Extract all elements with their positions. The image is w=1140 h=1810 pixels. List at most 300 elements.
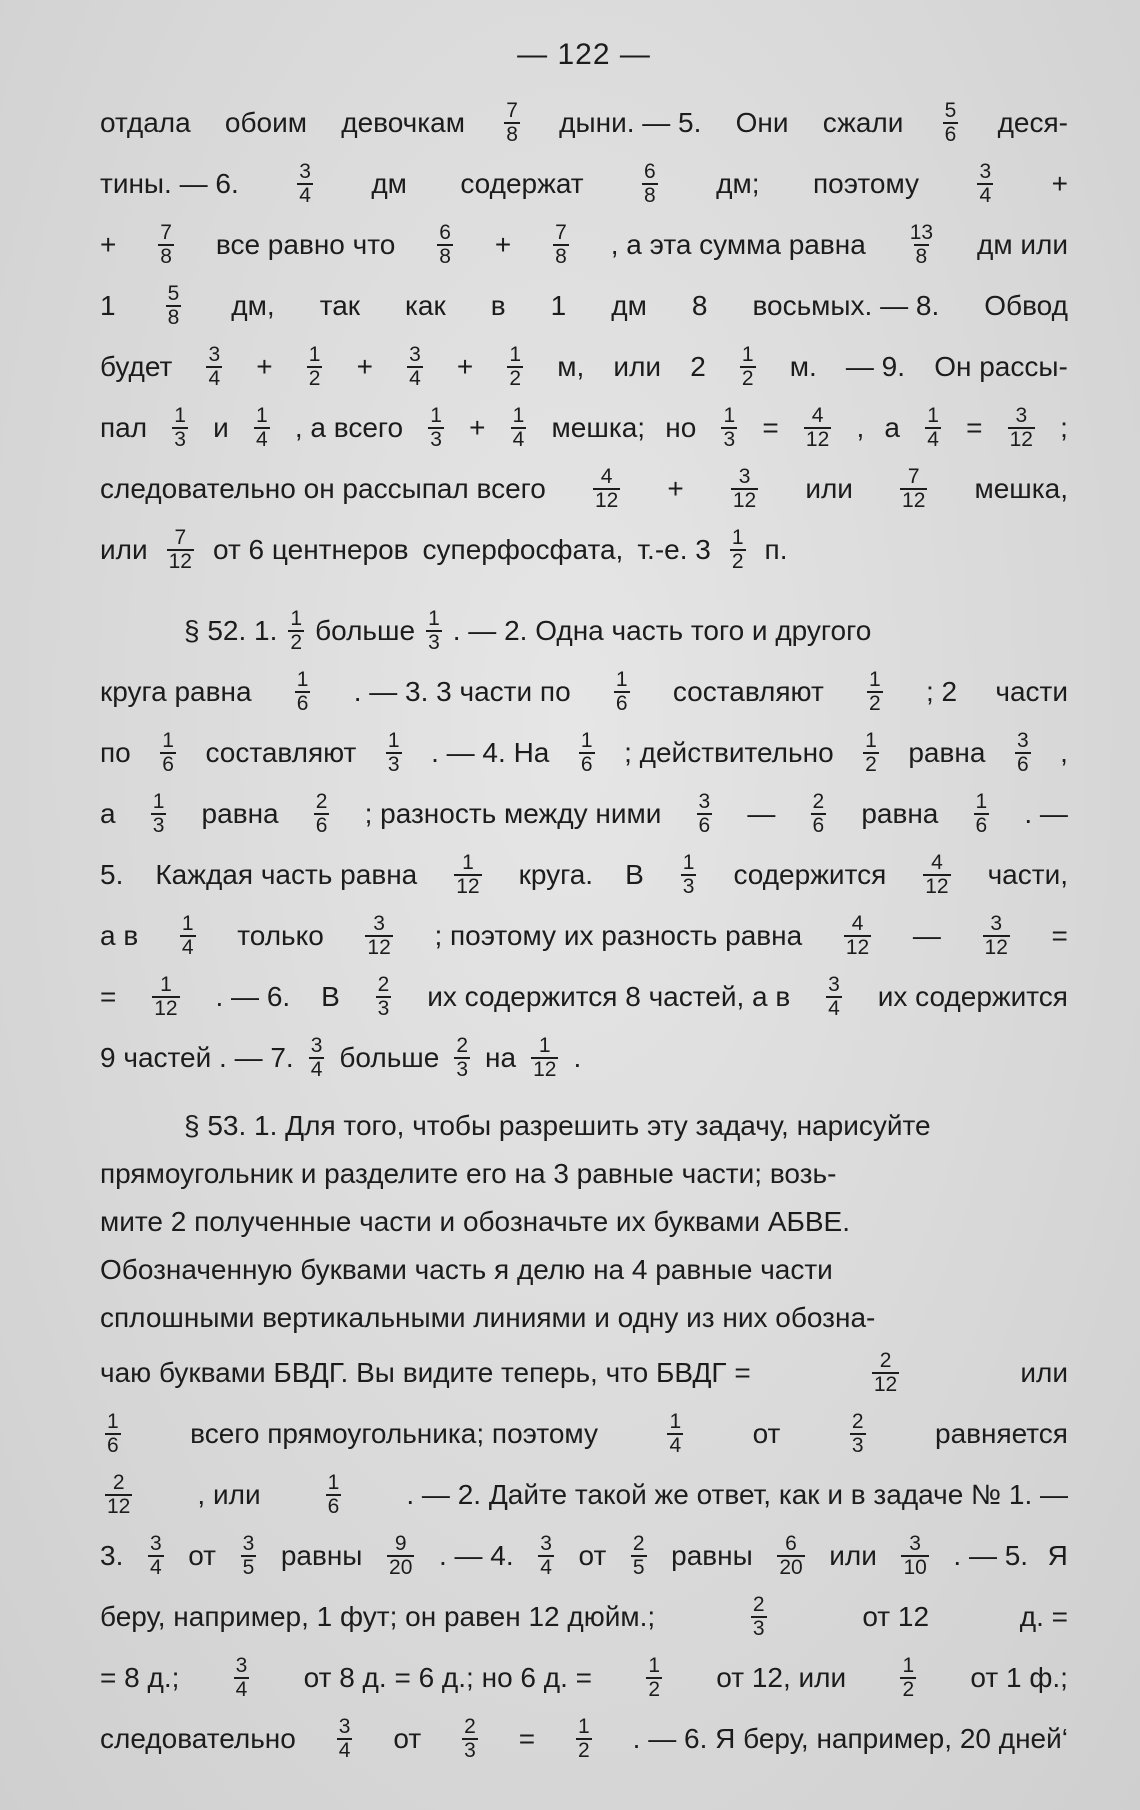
text-segment: беру, например, 1 фут; он равен 12 дюйм.;	[100, 1601, 656, 1632]
fraction	[900, 466, 927, 512]
fraction	[234, 1655, 250, 1701]
text-segment: Он рассы-	[934, 351, 1068, 382]
fraction-denominator: 6	[107, 1433, 119, 1457]
text-segment: Обвод	[984, 290, 1068, 321]
text-segment: +	[469, 412, 486, 443]
fraction-numerator: 7	[174, 525, 187, 549]
fraction	[908, 222, 935, 268]
text-line	[100, 1150, 1068, 1198]
fraction-numerator: 3	[1016, 728, 1029, 752]
fraction	[804, 405, 831, 451]
fraction	[681, 852, 697, 898]
fraction-numerator: 1	[428, 606, 440, 630]
text-segment: или	[1020, 1357, 1068, 1388]
fraction	[314, 791, 330, 837]
fraction	[105, 1472, 132, 1518]
fraction-numerator: 1	[538, 1033, 551, 1057]
fraction-denominator: 12	[902, 488, 926, 512]
fraction-denominator: 3	[851, 1433, 864, 1457]
fraction-denominator: 12	[367, 935, 391, 959]
fraction-denominator: 8	[439, 244, 451, 268]
text-line	[100, 1403, 1068, 1464]
fraction-numerator: 6	[785, 1531, 797, 1555]
fraction-numerator: 1	[430, 403, 442, 427]
fraction-denominator: 2	[509, 366, 522, 390]
text-line	[100, 1525, 1068, 1586]
fraction	[160, 730, 176, 776]
fraction-denominator: 3	[456, 1057, 469, 1081]
fraction-denominator: 2	[731, 549, 744, 573]
fraction-numerator: 1	[648, 1653, 660, 1677]
fraction	[943, 100, 959, 146]
fraction-denominator: 4	[181, 935, 194, 959]
fraction-denominator: 8	[167, 305, 180, 329]
text-segment: от	[188, 1540, 216, 1571]
fraction	[241, 1533, 257, 1579]
fraction-numerator: 2	[464, 1714, 476, 1738]
fraction-numerator: 3	[149, 1531, 162, 1555]
text-line	[100, 905, 1068, 966]
fraction-denominator: 2	[578, 1738, 590, 1762]
fraction-denominator: 3	[752, 1616, 765, 1640]
text-segment: +	[256, 351, 273, 382]
text-segment: мешка,	[974, 473, 1068, 504]
fraction	[531, 1035, 558, 1081]
text-segment: от	[578, 1540, 607, 1571]
fraction	[365, 913, 392, 959]
fraction-numerator: 5	[944, 98, 957, 122]
fraction	[387, 1533, 414, 1579]
text-segment: дм;	[716, 168, 760, 199]
fraction-numerator: 3	[242, 1531, 255, 1555]
fraction-denominator: 20	[389, 1555, 413, 1579]
fraction	[309, 1035, 325, 1081]
text-line	[100, 1294, 1068, 1342]
text-line	[100, 336, 1068, 397]
fraction-numerator: 1	[741, 342, 754, 366]
text-segment: +	[356, 351, 373, 382]
fraction-denominator: 4	[310, 1057, 323, 1081]
fraction-numerator: 13	[909, 220, 934, 244]
text-segment: от	[393, 1723, 422, 1754]
text-segment: следовательно	[100, 1723, 296, 1754]
fraction-numerator: 3	[373, 911, 385, 935]
fraction	[872, 1350, 899, 1396]
fraction-numerator: 1	[682, 850, 695, 874]
text-segment: . — 4.	[438, 1540, 514, 1571]
fraction-numerator: 1	[255, 403, 268, 427]
fraction-numerator: 7	[506, 98, 518, 122]
fraction-denominator: 5	[242, 1555, 255, 1579]
fraction-denominator: 6	[162, 752, 174, 776]
fraction	[974, 791, 990, 837]
fraction	[925, 405, 941, 451]
fraction-numerator: 1	[160, 972, 172, 996]
text-segment: ; разность между ними	[364, 798, 662, 829]
text-line	[100, 661, 1068, 722]
fraction-denominator: 6	[812, 813, 825, 837]
text-segment: содержится	[733, 859, 887, 890]
fraction-denominator: 8	[506, 122, 518, 146]
text-segment: =	[100, 981, 117, 1012]
fraction-denominator: 4	[409, 366, 421, 390]
fraction	[504, 100, 520, 146]
text-segment: их содержится 8 частей, а в	[427, 981, 791, 1012]
fraction	[167, 527, 194, 573]
text-segment: от 12	[862, 1601, 930, 1632]
fraction	[576, 1716, 592, 1762]
text-line	[100, 275, 1068, 336]
text-segment: части	[995, 676, 1068, 707]
fraction	[777, 1533, 804, 1579]
fraction-denominator: 12	[168, 549, 192, 573]
text-segment: как	[405, 290, 446, 321]
fraction	[731, 466, 758, 512]
fraction-numerator: 2	[456, 1033, 469, 1057]
text-segment: +	[100, 229, 117, 260]
fraction	[437, 222, 453, 268]
text-segment: . — 2. Дайте такой же ответ, как и в задаче № 1. —	[406, 1479, 1068, 1510]
fraction	[697, 791, 713, 837]
fraction-numerator: 1	[296, 667, 309, 691]
text-segment: +	[667, 473, 684, 504]
fraction-numerator: 1	[578, 1714, 590, 1738]
fraction	[740, 344, 756, 390]
text-segment: = 8 д.;	[100, 1662, 180, 1693]
fraction-numerator: 2	[112, 1470, 125, 1494]
text-segment: дм	[371, 168, 407, 199]
text-segment: ,	[1060, 737, 1068, 768]
text-segment: в	[490, 290, 506, 321]
fraction	[811, 791, 827, 837]
fraction-denominator: 2	[902, 1677, 915, 1701]
text-line	[100, 519, 1068, 580]
text-segment: части,	[987, 859, 1068, 890]
section-answers-top	[100, 92, 1068, 580]
fraction-numerator: 3	[208, 342, 221, 366]
fraction-numerator: 1	[869, 667, 881, 691]
text-segment: равна	[201, 798, 279, 829]
text-segment: ,	[856, 412, 865, 443]
fraction-numerator: 3	[299, 159, 311, 183]
fraction-numerator: 1	[512, 403, 525, 427]
fraction	[148, 1533, 164, 1579]
section-heading-line	[100, 1102, 1068, 1150]
fraction-numerator: 3	[979, 159, 992, 183]
fraction	[1008, 405, 1035, 451]
text-segment: , а всего	[294, 412, 404, 443]
fraction-denominator: 4	[299, 183, 311, 207]
text-segment: деся-	[997, 107, 1068, 138]
text-line	[100, 153, 1068, 214]
fraction-denominator: 4	[828, 996, 840, 1020]
text-segment: дм или	[976, 229, 1068, 260]
fraction-numerator: 2	[632, 1531, 645, 1555]
text-segment: . —	[1024, 798, 1068, 829]
fraction	[614, 669, 630, 715]
fraction	[376, 974, 392, 1020]
text-segment: всего прямоугольника; поэтому	[190, 1418, 598, 1449]
fraction-numerator: 1	[580, 728, 593, 752]
fraction-denominator: 12	[456, 874, 480, 898]
fraction	[254, 405, 270, 451]
text-segment: больше	[339, 1042, 440, 1073]
text-segment: их содержится	[877, 981, 1068, 1012]
page-number: — 122 —	[517, 38, 651, 71]
text-segment: так	[319, 290, 361, 321]
fraction-numerator: 6	[644, 159, 656, 183]
fraction-denominator: 20	[779, 1555, 803, 1579]
fraction-denominator: 2	[648, 1677, 660, 1701]
fraction-numerator: 4	[931, 850, 943, 874]
text-line	[100, 783, 1068, 844]
fraction	[326, 1472, 342, 1518]
fraction	[579, 730, 595, 776]
fraction-numerator: 3	[338, 1714, 351, 1738]
text-segment: следовательно он рассыпал всего	[100, 473, 546, 504]
text-segment: 1	[100, 290, 116, 321]
text-segment: обоим	[224, 107, 307, 138]
text-segment: Обозначенную буквами часть я делю на 4 равные части	[100, 1254, 833, 1285]
fraction-denominator: 3	[430, 427, 442, 451]
text-segment: круга равна	[100, 676, 252, 707]
fraction	[867, 669, 883, 715]
fraction-denominator: 4	[540, 1555, 552, 1579]
fraction-numerator: 1	[181, 911, 194, 935]
text-segment: по	[100, 737, 131, 768]
text-line	[100, 397, 1068, 458]
fraction-denominator: 6	[698, 813, 711, 837]
fraction	[1015, 730, 1031, 776]
fraction-denominator: 12	[154, 996, 178, 1020]
fraction-denominator: 3	[464, 1738, 476, 1762]
text-segment: чаю буквами БВДГ. Вы видите теперь, что БВДГ =	[100, 1357, 751, 1388]
fraction-numerator: 3	[1015, 403, 1028, 427]
fraction	[593, 466, 620, 512]
fraction-numerator: 3	[310, 1033, 323, 1057]
fraction	[295, 669, 311, 715]
text-segment: равны	[671, 1540, 753, 1571]
fraction	[507, 344, 523, 390]
text-segment: м,	[557, 351, 585, 382]
fraction-denominator: 3	[682, 874, 695, 898]
text-segment: составляют	[205, 737, 357, 768]
fraction-denominator: 4	[512, 427, 525, 451]
fraction	[983, 913, 1010, 959]
fraction-numerator: 3	[235, 1653, 248, 1677]
fraction	[751, 1594, 767, 1640]
text-segment: =	[1051, 920, 1068, 951]
fraction-numerator: 1	[290, 606, 303, 630]
text-segment: т.-е. 3	[637, 534, 711, 565]
text-segment: тины. — 6.	[100, 168, 239, 199]
fraction-denominator: 4	[208, 366, 221, 390]
text-segment: . — 6. Я беру, например, 20 дней‘	[632, 1723, 1068, 1754]
fraction-denominator: 6	[315, 813, 328, 837]
fraction-numerator: 6	[439, 220, 451, 244]
text-segment: +	[494, 229, 512, 260]
fraction	[172, 405, 188, 451]
fraction-denominator: 12	[805, 427, 830, 451]
fraction	[900, 1655, 916, 1701]
text-segment: д. =	[1019, 1601, 1068, 1632]
fraction	[462, 1716, 478, 1762]
fraction-denominator: 10	[903, 1555, 927, 1579]
fraction-numerator: 4	[811, 403, 824, 427]
fraction-denominator: 2	[741, 366, 754, 390]
text-segment: все равно что	[215, 229, 396, 260]
text-segment: +	[456, 351, 474, 382]
fraction	[151, 791, 167, 837]
fraction-numerator: 3	[909, 1531, 921, 1555]
fraction-denominator: 4	[669, 1433, 682, 1457]
text-segment: =	[966, 412, 983, 443]
text-segment: —	[912, 920, 941, 951]
text-segment: м.	[789, 351, 817, 382]
text-segment: .	[573, 1042, 582, 1073]
text-line	[100, 458, 1068, 519]
fraction-numerator: 5	[167, 281, 180, 305]
text-segment: — 9.	[845, 351, 906, 382]
text-segment: дм,	[231, 290, 275, 321]
fraction-denominator: 3	[723, 427, 736, 451]
text-segment: поэтому	[812, 168, 920, 199]
text-segment: В	[625, 859, 644, 890]
fraction-numerator: 1	[927, 403, 939, 427]
text-segment: 5.	[100, 859, 124, 890]
fraction-denominator: 3	[152, 813, 165, 837]
text-segment: от	[752, 1418, 781, 1449]
fraction-numerator: 4	[851, 911, 864, 935]
text-segment: дыни. — 5.	[559, 107, 702, 138]
fraction-numerator: 3	[698, 789, 711, 813]
text-segment: . — 2. Одна часть того и другого	[452, 615, 872, 646]
text-segment: Каждая часть равна	[155, 859, 418, 890]
text-segment: а в	[100, 920, 139, 951]
section-53	[100, 1102, 1068, 1769]
fraction-numerator: 1	[308, 342, 321, 366]
fraction-denominator: 8	[160, 244, 172, 268]
fraction-numerator: 3	[540, 1531, 552, 1555]
fraction-denominator: 4	[255, 427, 268, 451]
text-segment: 3.	[100, 1540, 124, 1571]
fraction	[923, 852, 950, 898]
fraction-numerator: 1	[327, 1470, 340, 1494]
fraction-numerator: 1	[387, 728, 400, 752]
fraction	[901, 1533, 928, 1579]
fraction	[977, 161, 993, 207]
fraction	[511, 405, 527, 451]
text-segment: или	[100, 534, 148, 565]
text-segment: 2	[690, 351, 706, 382]
text-segment: суперфосфата,	[422, 534, 624, 565]
text-segment: равна	[908, 737, 986, 768]
fraction-numerator: 3	[409, 342, 421, 366]
text-segment: . — 6.	[215, 981, 291, 1012]
fraction-denominator: 3	[428, 630, 440, 654]
fraction-denominator: 4	[338, 1738, 351, 1762]
text-segment: Они	[735, 107, 789, 138]
fraction-numerator: 1	[975, 789, 988, 813]
text-line	[100, 722, 1068, 783]
fraction-denominator: 12	[925, 874, 949, 898]
fraction	[337, 1716, 353, 1762]
fraction	[863, 730, 879, 776]
fraction	[667, 1411, 683, 1457]
text-segment: равна	[861, 798, 939, 829]
fraction-numerator: 2	[752, 1592, 765, 1616]
text-segment: прямоугольник и разделите его на 3 равные части; возь-	[100, 1158, 837, 1189]
text-line	[100, 1246, 1068, 1294]
fraction-denominator: 6	[327, 1494, 340, 1518]
fraction	[426, 608, 442, 654]
text-line	[100, 1708, 1068, 1769]
fraction-numerator: 1	[462, 850, 474, 874]
fraction	[297, 161, 313, 207]
text-segment: отдала	[100, 107, 191, 138]
text-segment: на	[485, 1042, 517, 1073]
fraction	[158, 222, 174, 268]
fraction	[631, 1533, 647, 1579]
fraction	[288, 608, 304, 654]
text-segment: девочкам	[341, 107, 465, 138]
fraction-denominator: 3	[174, 427, 186, 451]
text-segment: —	[747, 798, 776, 829]
text-segment: но	[665, 412, 697, 443]
fraction	[407, 344, 423, 390]
fraction-numerator: 2	[812, 789, 825, 813]
fraction-denominator: 4	[927, 427, 939, 451]
text-segment: от 6 центнеров	[212, 534, 409, 565]
text-segment: ; действительно	[624, 737, 834, 768]
fraction-denominator: 12	[533, 1057, 557, 1081]
text-segment: +	[1051, 168, 1068, 199]
text-segment: мешка;	[551, 412, 646, 443]
text-segment: . — 4. На	[431, 737, 550, 768]
fraction-numerator: 1	[669, 1409, 682, 1433]
text-line	[100, 1586, 1068, 1647]
text-segment: мите 2 полученные части и обозначьте их буквами АБВЕ.	[100, 1206, 850, 1237]
fraction	[730, 527, 746, 573]
fraction-denominator: 4	[979, 183, 992, 207]
fraction-denominator: 6	[1016, 752, 1029, 776]
fraction-numerator: 1	[731, 525, 744, 549]
text-segment: только	[237, 920, 324, 951]
fraction	[538, 1533, 554, 1579]
fraction-numerator: 3	[828, 972, 840, 996]
text-segment: пал	[100, 412, 148, 443]
fraction-denominator: 12	[107, 1494, 131, 1518]
fraction	[642, 161, 658, 207]
text-segment: или	[613, 351, 662, 382]
text-segment: или	[829, 1540, 877, 1571]
text-segment: восьмых. — 8.	[752, 290, 940, 321]
fraction-numerator: 7	[907, 464, 920, 488]
fraction-numerator: 7	[160, 220, 172, 244]
text-segment: § 53. 1. Для того, чтобы разрешить эту задачу, нарисуйте	[184, 1110, 931, 1141]
text-line	[100, 1027, 1068, 1088]
text-segment: дм	[611, 290, 647, 321]
text-segment: , а эта сумма равна	[610, 229, 866, 260]
text-segment: п.	[764, 534, 788, 565]
text-line	[100, 1198, 1068, 1246]
fraction-denominator: 8	[644, 183, 656, 207]
text-line	[100, 1342, 1068, 1403]
fraction-denominator: 2	[865, 752, 877, 776]
fraction-numerator: 3	[738, 464, 751, 488]
fraction	[386, 730, 402, 776]
fraction	[105, 1411, 121, 1457]
